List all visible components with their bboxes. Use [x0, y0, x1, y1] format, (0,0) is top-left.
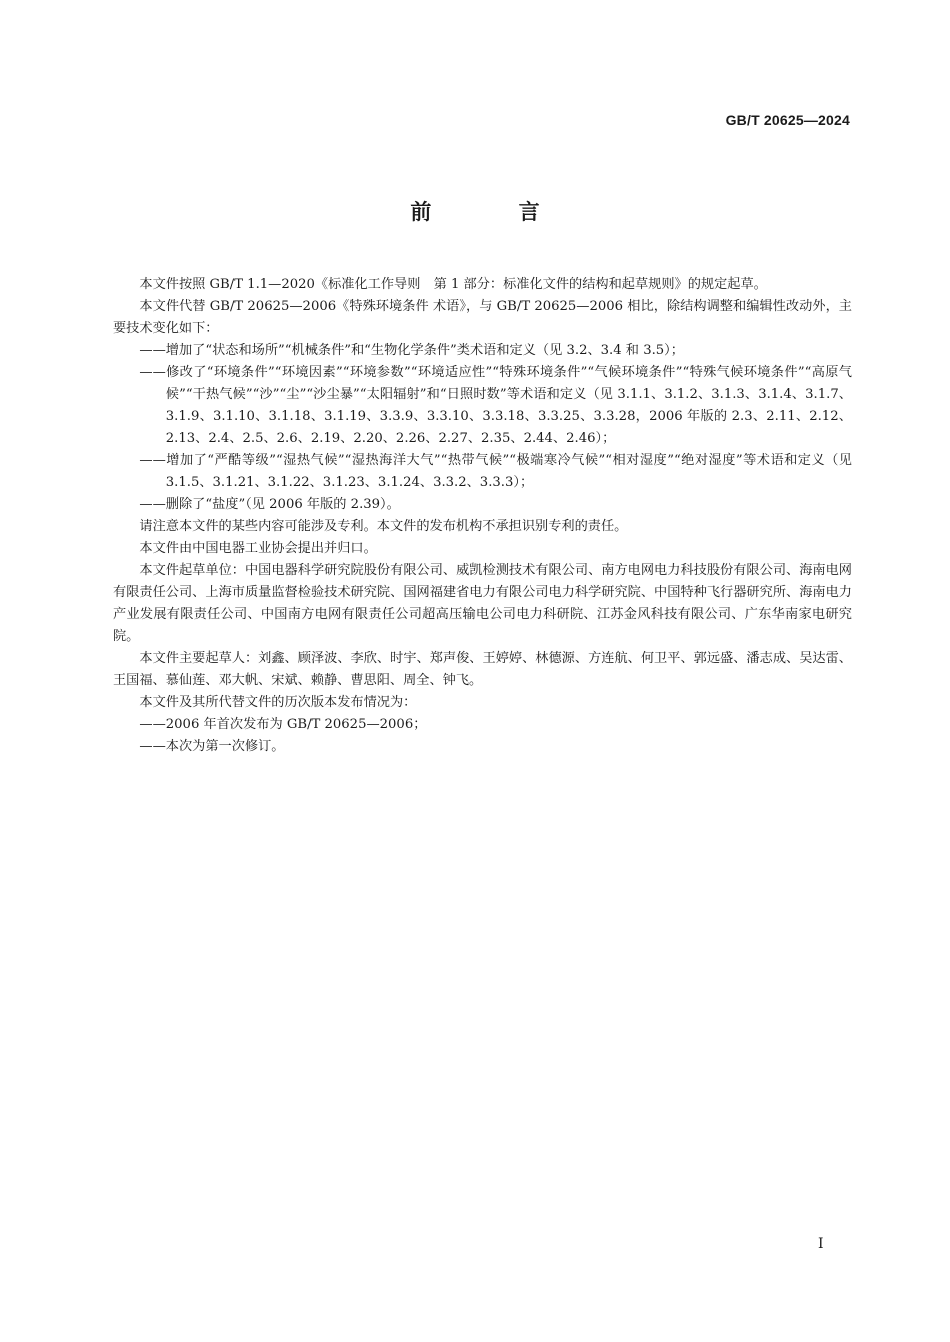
change-item-added-categories: ——增加了“状态和场所”“机械条件”和“生物化学条件”类术语和定义（见 3.2、3.4 和 3.5）； [139, 343, 684, 358]
change-item-modified-terms: ——修改了“环境条件”“环境因素”“环境参数”“环境适应性”“特殊环境条件”“气候环境条件”“特殊气候环境条件”“高原气候”“干热气候”“沙”“尘”“沙尘暴”“太阳辐射”和“日照时数”等术语和定义（见 3.1.1、3.1.2、3.1.3、3.1.4、3.1.7、3.1.9、3.1.10、3.1.18、3.1.19、3.3.9、3.3.10、3.3.18、3.3.25、3.3.28，2006 年版的 2.3、2.11、2.12、2.13、2.4、2.5、2.6、2.19、2.20、2.26、2.27、2.35、2.44、2.46）； [139, 365, 852, 446]
paragraph-version-history: 本文件及其所代替文件的历次版本发布情况为： [139, 695, 417, 710]
page-title: 前 言 [410, 200, 580, 224]
foreword-body [113, 274, 852, 758]
paragraph-drafting-units: 本文件起草单位：中国电器科学研究院股份有限公司、威凯检测技术有限公司、南方电网电力科技股份有限公司、海南电网有限责任公司、上海市质量监督检验技术研究院、国网福建省电力有限公司电力科学研究院、中国特种飞行器研究所、海南电力产业发展有限责任公司、中国南方电网有限责任公司超高压输电公司电力科研院、江苏金风科技有限公司、广东华南家电研究院。 [113, 563, 852, 644]
standard-number: GB/T 20625—2024 [725, 112, 850, 128]
change-item-deleted-term: ——删除了“盐度”（见 2006 年版的 2.39）。 [139, 497, 400, 512]
paragraph-drafters: 本文件主要起草人：刘鑫、顾泽波、李欣、时宇、郑声俊、王婷婷、林德源、方连航、何卫平、郭远盛、潘志成、吴达雷、王国福、慕仙莲、邓大帆、宋斌、赖静、曹思阳、周全、钟飞。 [113, 651, 852, 688]
paragraph-replacement: 本文件代替 GB/T 20625—2006《特殊环境条件 术语》，与 GB/T 20625—2006 相比，除结构调整和编辑性改动外，主要技术变化如下： [113, 299, 852, 336]
paragraph-proposer: 本文件由中国电器工业协会提出并归口。 [139, 541, 377, 556]
paragraph-patent-notice: 请注意本文件的某些内容可能涉及专利。本文件的发布机构不承担识别专利的责任。 [139, 519, 628, 534]
page-number: I [818, 1236, 824, 1252]
history-item-first-release: ——2006 年首次发布为 GB/T 20625—2006； [139, 717, 427, 732]
change-item-added-terms: ——增加了“严酷等级”“湿热气候”“湿热海洋大气”“热带气候”“极端寒冷气候”“相对湿度”“绝对湿度”等术语和定义（见 3.1.5、3.1.21、3.1.22、3.1.23、3.1.24、3.3.2、3.3.3）； [139, 453, 852, 490]
history-item-first-revision: ——本次为第一次修订。 [139, 739, 285, 754]
paragraph-drafting-rules: 本文件按照 GB/T 1.1—2020《标准化工作导则 第 1 部分：标准化文件的结构和起草规则》的规定起草。 [139, 277, 767, 292]
